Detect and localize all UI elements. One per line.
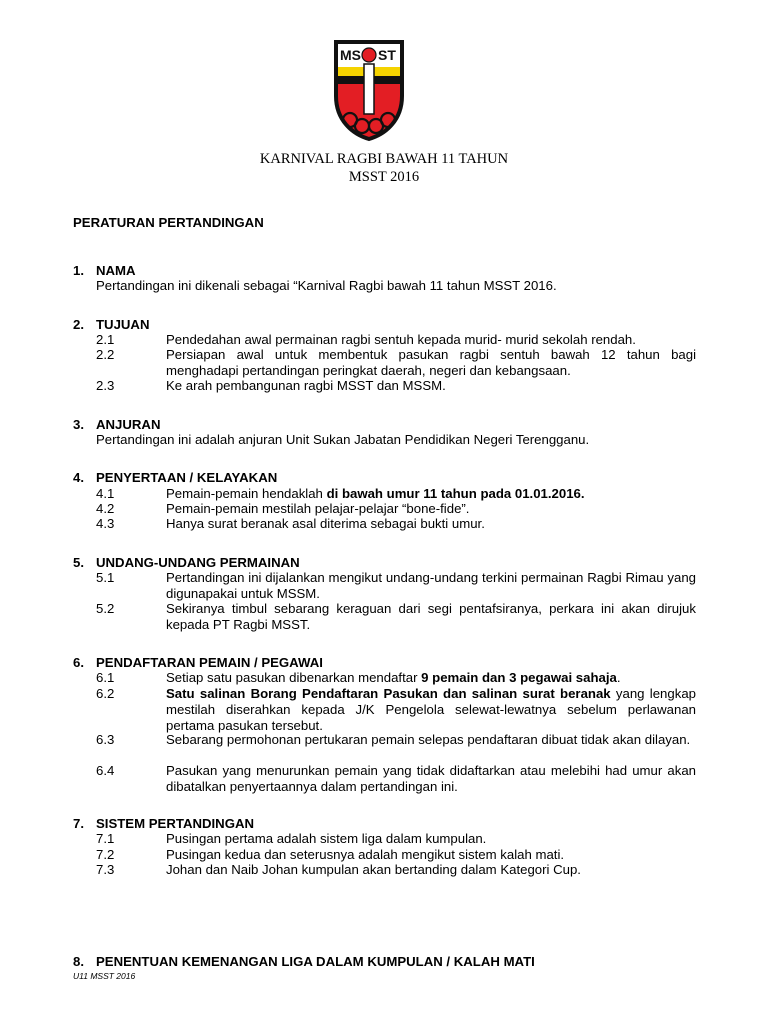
item-text: Pertandingan ini dijalankan mengikut undang-undang terkini permainan Ragbi Rimau yang digunapakai untuk MSSM. bbox=[166, 570, 696, 601]
item-text: Sekiranya timbul sebarang keraguan dari segi pentafsiranya, perkara ini akan dirujuk kepada PT Ragbi MSST. bbox=[166, 601, 696, 632]
svg-text:ST: ST bbox=[378, 47, 396, 63]
section-number: 3. bbox=[73, 417, 84, 432]
item-text: Pusingan kedua dan seterusnya adalah mengikut sistem kalah mati. bbox=[166, 847, 565, 862]
item-text: Satu salinan Borang Pendaftaran Pasukan dan salinan surat beranak yang lengkap mestilah diserahkan kepada J/K Pengelola selewat-lewatnya sebelum perlawanan pertama pasukan tersebut. bbox=[166, 686, 696, 733]
section-title: TUJUAN bbox=[96, 317, 150, 332]
item-number: 5.2 bbox=[96, 601, 115, 616]
doc-subtitle: MSST 2016 bbox=[348, 169, 420, 185]
item-number: 6.1 bbox=[96, 670, 115, 685]
item-text: Hanya surat beranak asal diterima sebagai bukti umur. bbox=[166, 516, 485, 531]
item-number: 2.3 bbox=[96, 378, 115, 393]
msst-logo bbox=[332, 38, 406, 142]
svg-text:MS: MS bbox=[340, 47, 361, 63]
item-number: 5.1 bbox=[96, 570, 115, 585]
section-text: Pertandingan ini dikenali sebagai “Karnival Ragbi bawah 11 tahun MSST 2016. bbox=[96, 278, 557, 293]
item-number: 4.1 bbox=[96, 486, 115, 501]
section-title: NAMA bbox=[96, 263, 136, 278]
page-footer: U11 MSST 2016 bbox=[73, 971, 136, 981]
item-text: Pusingan pertama adalah sistem liga dalam kumpulan. bbox=[166, 831, 487, 846]
item-number: 7.2 bbox=[96, 847, 115, 862]
section-number: 2. bbox=[73, 317, 84, 332]
section-number: 4. bbox=[73, 470, 84, 485]
item-number: 6.3 bbox=[96, 732, 115, 747]
item-number: 7.1 bbox=[96, 831, 115, 846]
section-number: 7. bbox=[73, 816, 84, 831]
item-number: 4.2 bbox=[96, 501, 115, 516]
section-text: Pertandingan ini adalah anjuran Unit Sukan Jabatan Pendidikan Negeri Terengganu. bbox=[96, 432, 590, 447]
item-text: Persiapan awal untuk membentuk pasukan ragbi sentuh bawah 12 tahun bagi menghadapi pertandingan peringkat daerah, negeri dan kebangsaan. bbox=[166, 347, 696, 378]
item-number: 6.4 bbox=[96, 763, 115, 778]
section-title: SISTEM PERTANDINGAN bbox=[96, 816, 255, 831]
item-number: 4.3 bbox=[96, 516, 115, 531]
doc-title: KARNIVAL RAGBI BAWAH 11 TAHUN bbox=[259, 151, 509, 167]
item-number: 6.2 bbox=[96, 686, 115, 701]
item-text: Pemain-pemain mestilah pelajar-pelajar “bone-fide”. bbox=[166, 501, 470, 516]
section-title: ANJURAN bbox=[96, 417, 161, 432]
section-number: 8. bbox=[73, 954, 84, 969]
item-text: Sebarang permohonan pertukaran pemain selepas pendaftaran dibuat tidak akan dilayan. bbox=[166, 732, 691, 747]
section-title: PENDAFTARAN PEMAIN / PEGAWAI bbox=[96, 655, 323, 670]
item-text: Ke arah pembangunan ragbi MSST dan MSSM. bbox=[166, 378, 446, 393]
section-number: 5. bbox=[73, 555, 84, 570]
doc-heading: PERATURAN PERTANDINGAN bbox=[73, 215, 264, 230]
section-number: 1. bbox=[73, 263, 84, 278]
item-number: 2.1 bbox=[96, 332, 115, 347]
item-text: Pemain-pemain hendaklah di bawah umur 11 tahun pada 01.01.2016. bbox=[166, 486, 585, 501]
section-title: PENENTUAN KEMENANGAN LIGA DALAM KUMPULAN / KALAH MATI bbox=[96, 954, 535, 969]
item-text: Pendedahan awal permainan ragbi sentuh kepada murid- murid sekolah rendah. bbox=[166, 332, 636, 347]
section-number: 6. bbox=[73, 655, 84, 670]
item-text: Pasukan yang menurunkan pemain yang tidak didaftarkan atau melebihi had umur akan dibatalkan penyertaannya dalam pertandingan ini. bbox=[166, 763, 696, 794]
item-number: 2.2 bbox=[96, 347, 115, 362]
item-text: Setiap satu pasukan dibenarkan mendaftar 9 pemain dan 3 pegawai sahaja. bbox=[166, 670, 621, 685]
section-title: UNDANG-UNDANG PERMAINAN bbox=[96, 555, 300, 570]
item-text: Johan dan Naib Johan kumpulan akan bertanding dalam Kategori Cup. bbox=[166, 862, 581, 877]
item-number: 7.3 bbox=[96, 862, 115, 877]
section-title: PENYERTAAN / KELAYAKAN bbox=[96, 470, 278, 485]
